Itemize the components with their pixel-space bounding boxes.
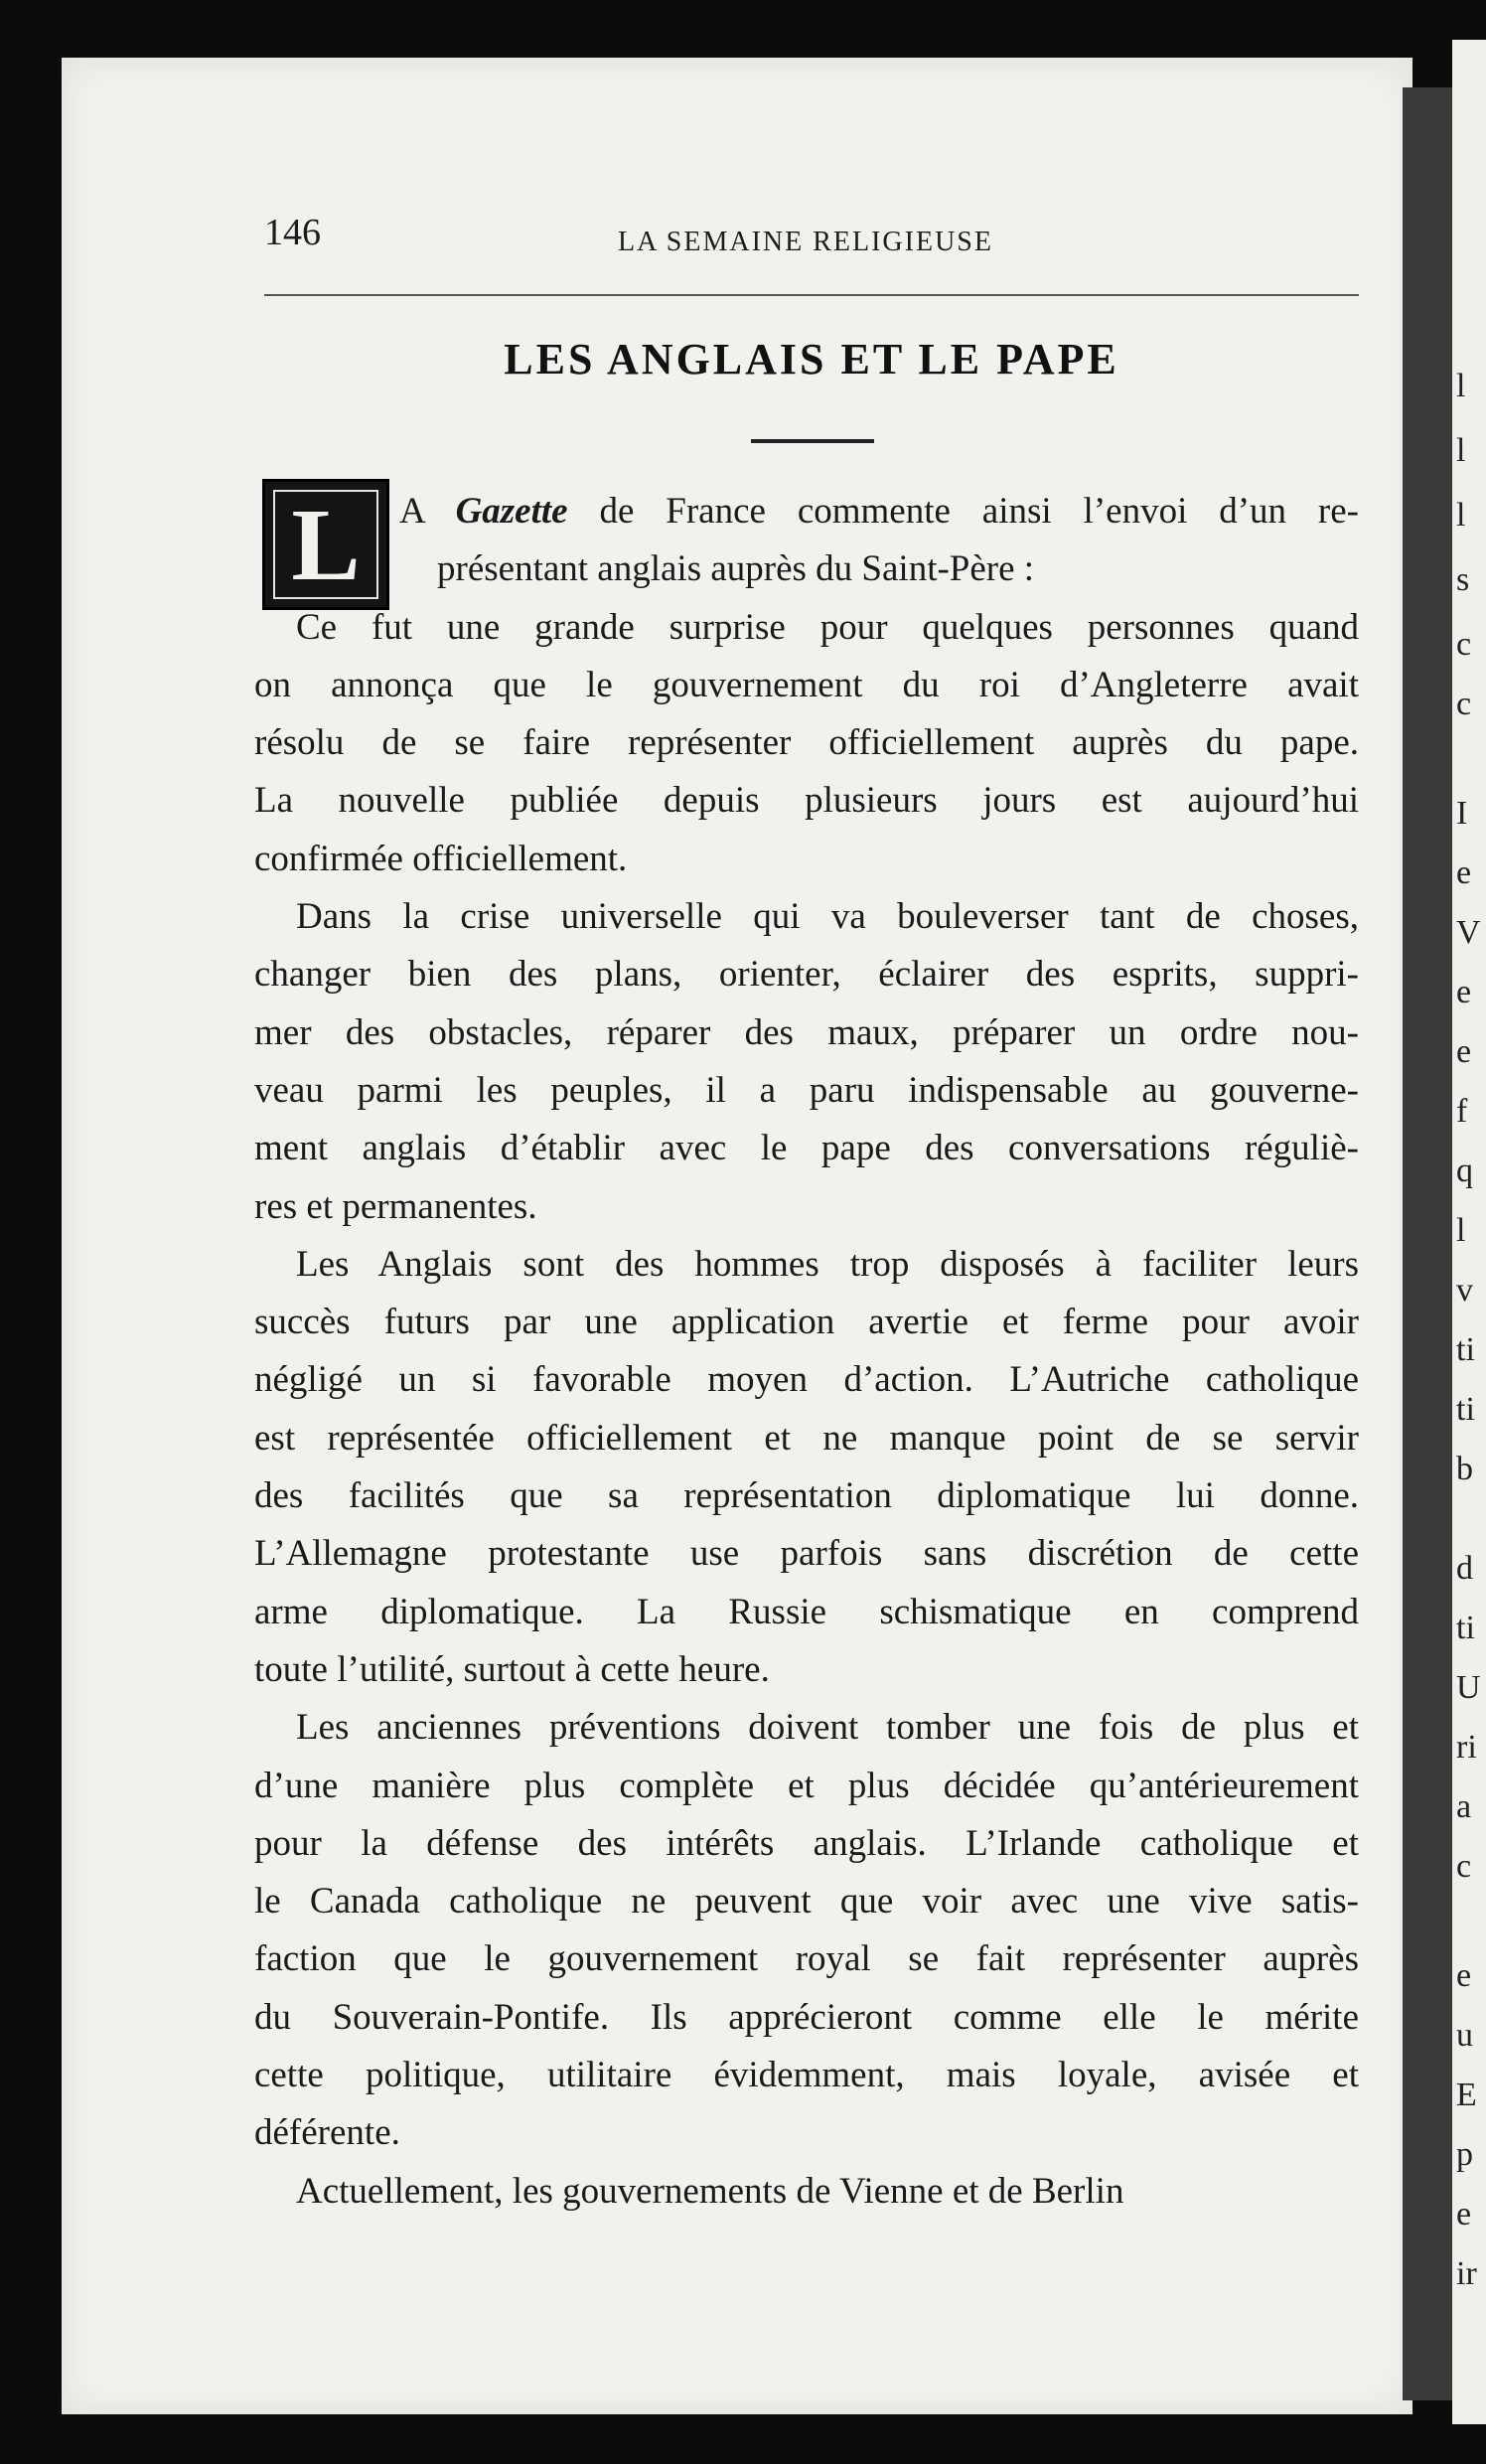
facing-page-letter: e (1456, 974, 1472, 1010)
facing-page-letter: I (1456, 795, 1468, 832)
article-title: LES ANGLAIS ET LE PAPE (504, 335, 1119, 384)
article-body (254, 483, 1359, 2221)
facing-page-letter: l (1456, 497, 1466, 534)
facing-page-letter: c (1456, 686, 1472, 722)
facing-page-letter: ri (1456, 1729, 1477, 1766)
facing-page-letter: ti (1456, 1610, 1475, 1646)
text-line: on annonça que le gouvernement du roi d’Angleterre avait (254, 664, 1359, 705)
facing-page-letter: s (1456, 561, 1470, 598)
facing-page-letter: d (1456, 1550, 1473, 1587)
text-line: A Gazette de France commente ainsi l’envoi d’un re- (399, 491, 1359, 532)
facing-page-letter: c (1456, 1848, 1472, 1885)
facing-page-letter: V (1456, 914, 1481, 951)
text-line: présentant anglais auprès du Saint-Père : (437, 548, 1035, 590)
running-title: LA SEMAINE RELIGIEUSE (618, 227, 993, 257)
text-line: arme diplomatique. La Russie schismatique en comprend (254, 1591, 1359, 1632)
facing-page-letter: q (1456, 1153, 1473, 1189)
text-line: Les Anglais sont des hommes trop disposés à faciliter leurs (296, 1243, 1359, 1285)
facing-page-letter: e (1456, 1957, 1472, 1994)
facing-page-letter: l (1456, 432, 1466, 469)
text-line: résolu de se faire représenter officiellement auprès du pape. (254, 722, 1359, 764)
text-line: changer bien des plans, orienter, éclairer des esprits, suppri- (254, 954, 1359, 996)
text-line: Ce fut une grande surprise pour quelques personnes quand (296, 606, 1359, 648)
text-line: L’Allemagne protestante use parfois sans discrétion de cette (254, 1533, 1359, 1575)
facing-page-letter: ir (1456, 2255, 1477, 2292)
title-rule (751, 439, 874, 443)
text-line: du Souverain-Pontife. Ils apprécieront comme elle le mérite (254, 1996, 1359, 2038)
facing-page-letter: U (1456, 1669, 1481, 1706)
facing-page-letter: u (1456, 2017, 1473, 2054)
page-number: 146 (264, 212, 321, 253)
facing-page-letter: p (1456, 2136, 1473, 2173)
page-header (264, 211, 1361, 266)
facing-page-letter: a (1456, 1788, 1472, 1825)
facing-page-letter: b (1456, 1451, 1473, 1487)
text-line: ment anglais d’établir avec le pape des conversations réguliè- (254, 1128, 1359, 1169)
text-line: déférente. (254, 2112, 400, 2154)
text-line: confirmée officiellement. (254, 838, 628, 879)
text-line: des facilités que sa représentation diplomatique lui donne. (254, 1475, 1359, 1517)
text-line: La nouvelle publiée depuis plusieurs jours est aujourd’hui (254, 780, 1359, 822)
facing-page-edge (1452, 40, 1486, 2424)
facing-page-letter: f (1456, 1093, 1468, 1130)
newspaper-title: Gazette (455, 491, 568, 532)
facing-page-letter: v (1456, 1272, 1473, 1309)
text-line: Dans la crise universelle qui va bouleverser tant de choses, (296, 896, 1359, 938)
facing-page-letter: ti (1456, 1391, 1475, 1428)
facing-page-letter: l (1456, 368, 1466, 404)
facing-page-letter: ti (1456, 1331, 1475, 1368)
text-line: Les anciennes préventions doivent tomber une fois de plus et (296, 1707, 1359, 1749)
text-line: toute l’utilité, surtout à cette heure. (254, 1648, 770, 1690)
text-line: faction que le gouvernement royal se fait représenter auprès (254, 1938, 1359, 1980)
facing-page-letter: l (1456, 1212, 1466, 1249)
facing-page-letter: E (1456, 2077, 1477, 2113)
header-rule (264, 294, 1359, 296)
text-line: négligé un si favorable moyen d’action. L’Autriche catholique (254, 1359, 1359, 1401)
facing-page-letter: c (1456, 626, 1472, 663)
page-gutter-shadow (1403, 87, 1454, 2400)
text-line: pour la défense des intérêts anglais. L’Irlande catholique et (254, 1822, 1359, 1864)
text-line: succès futurs par une application avertie et ferme pour avoir (254, 1302, 1359, 1343)
facing-page-letter: e (1456, 2196, 1472, 2233)
drop-cap-letter: L (291, 488, 361, 602)
text-line: Actuellement, les gouvernements de Vienne et de Berlin (296, 2170, 1124, 2212)
text-line: veau parmi les peuples, il a paru indispensable au gouverne- (254, 1069, 1359, 1111)
facing-page-letter: e (1456, 1033, 1472, 1070)
text-line: d’une manière plus complète et plus décidée qu’antérieurement (254, 1765, 1359, 1806)
text-line: est représentée officiellement et ne manque point de se servir (254, 1417, 1359, 1459)
text-line: mer des obstacles, réparer des maux, préparer un ordre nou- (254, 1011, 1359, 1053)
text-line: cette politique, utilitaire évidemment, mais loyale, avisée et (254, 2055, 1359, 2096)
text-line: le Canada catholique ne peuvent que voir avec une vive satis- (254, 1881, 1359, 1923)
text-line: res et permanentes. (254, 1185, 537, 1227)
facing-page-letter: e (1456, 854, 1472, 891)
